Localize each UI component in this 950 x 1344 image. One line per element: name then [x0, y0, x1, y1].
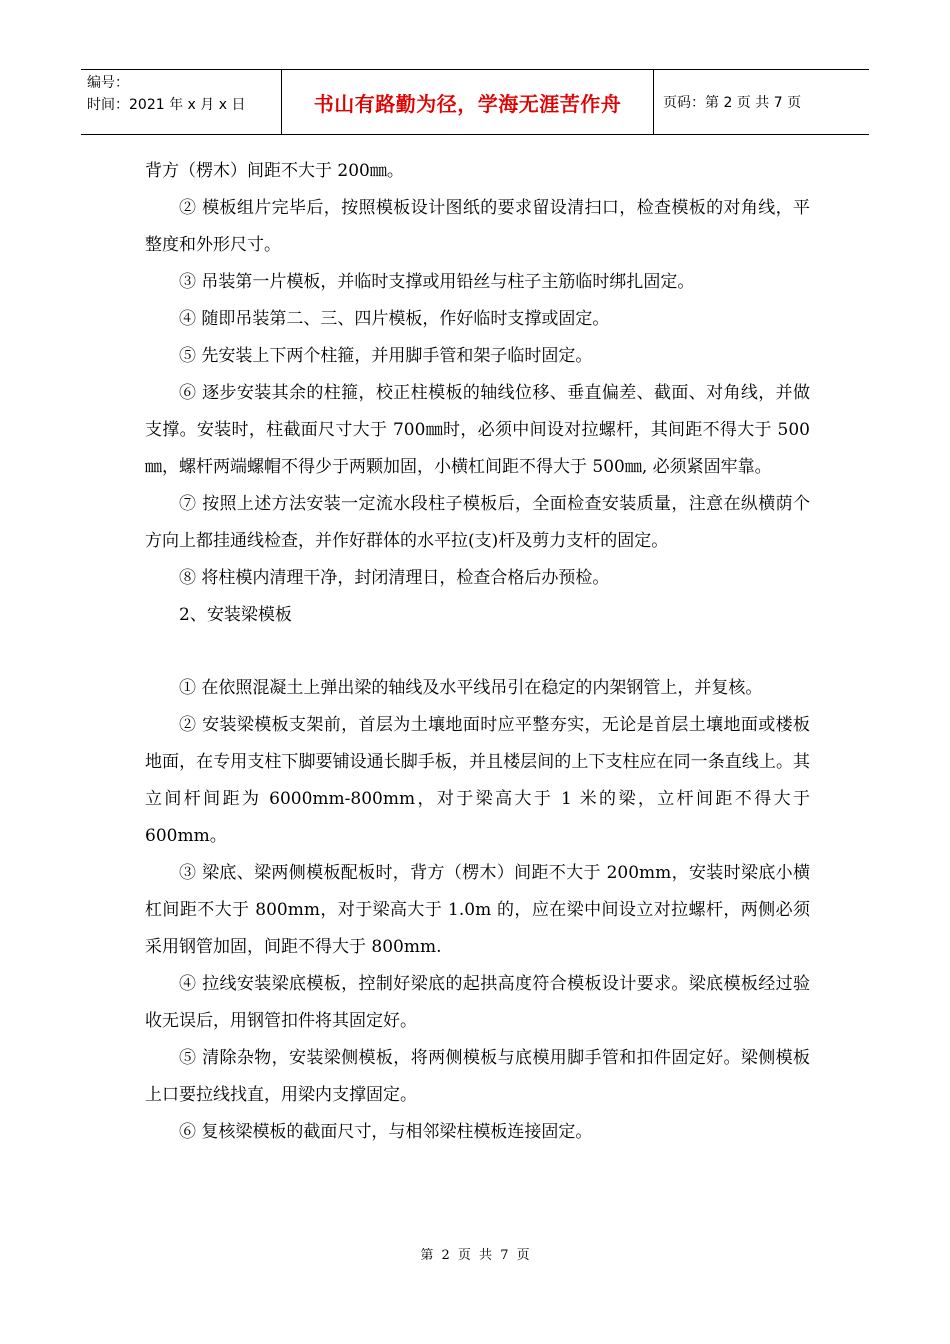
header-motto-cell [282, 70, 654, 134]
header-meta [81, 70, 282, 134]
spacer [145, 634, 810, 670]
paragraph: ⑤ 先安装上下两个柱箍，并用脚手管和架子临时固定。 [179, 346, 593, 366]
section-heading: 2、安装梁模板 [179, 605, 292, 625]
page-footer: 第 2 页 共 7 页 [420, 1248, 530, 1263]
paragraph: ④ 拉线安装梁底模板，控制好梁底的起拱高度符合模板设计要求。梁底模板经过验收无误后，用钢管扣件将其固定好。 [145, 974, 810, 1031]
document-body [145, 153, 810, 1151]
paragraph: ② 模板组片完毕后，按照模板设计图纸的要求留设清扫口，检查模板的对角线，平整度和外形尺寸。 [145, 198, 810, 255]
document-date: 时间：2021 年 x 月 x 日 [87, 97, 246, 113]
header-page-info: 页码：第 2 页 共 7 页 [663, 95, 802, 111]
paragraph: ⑦ 按照上述方法安装一定流水段柱子模板后，全面检查安装质量，注意在纵横荫个方向上都挂通线检查，并作好群体的水平拉(支)杆及剪力支杆的固定。 [145, 494, 810, 551]
paragraph: ③ 梁底、梁两侧模板配板时，背方（楞木）间距不大于 200mm，安装时梁底小横杠间距不大于 800mm，对于梁高大于 1.0m 的，应在梁中间设立对拉螺杆，两侧必须采用钢管加固，间距不得大于 800mm. [145, 863, 810, 957]
paragraph: 背方（楞木）间距不大于 200㎜。 [145, 161, 404, 181]
paragraph: ⑥ 逐步安装其余的柱箍，校正柱模板的轴线位移、垂直偏差、截面、对角线，并做支撑。安装时，柱截面尺寸大于 700㎜时，必须中间设对拉螺杆，其间距不得大于 500㎜，螺杆两端螺帽不得少于两颗加固，小横杠间距不得大于 500㎜, 必须紧固牢靠。 [145, 383, 810, 477]
paragraph: ⑤ 清除杂物，安装梁侧模板，将两侧模板与底模用脚手管和扣件固定好。梁侧模板上口要拉线找直，用梁内支撑固定。 [145, 1048, 810, 1105]
paragraph: ① 在依照混凝土上弹出梁的轴线及水平线吊引在稳定的内架钢管上，并复核。 [179, 678, 763, 698]
paragraph: ⑧ 将柱模内清理干净，封闭清理日，检查合格后办预检。 [179, 568, 610, 588]
paragraph: ④ 随即吊装第二、三、四片模板，作好临时支撑或固定。 [179, 309, 610, 329]
document-number-label: 编号： [87, 75, 129, 91]
page-header [81, 69, 869, 135]
paragraph: ⑥ 复核梁模板的截面尺寸，与相邻梁柱模板连接固定。 [179, 1122, 593, 1142]
paragraph: ③ 吊装第一片模板，并临时支撑或用铅丝与柱子主筋临时绑扎固定。 [179, 272, 695, 292]
header-motto: 书山有路勤为径，学海无涯苦作舟 [313, 91, 622, 116]
paragraph: ② 安装梁模板支架前，首层为土壤地面时应平整夯实，无论是首层土壤地面或楼板地面，在专用支柱下脚要铺设通长脚手板，并且楼层间的上下支柱应在同一条直线上。其立间杆间距为 6000mm-800mm，对于梁高大于 1 米的梁，立杆间距不得大于 600mm。 [145, 715, 810, 846]
